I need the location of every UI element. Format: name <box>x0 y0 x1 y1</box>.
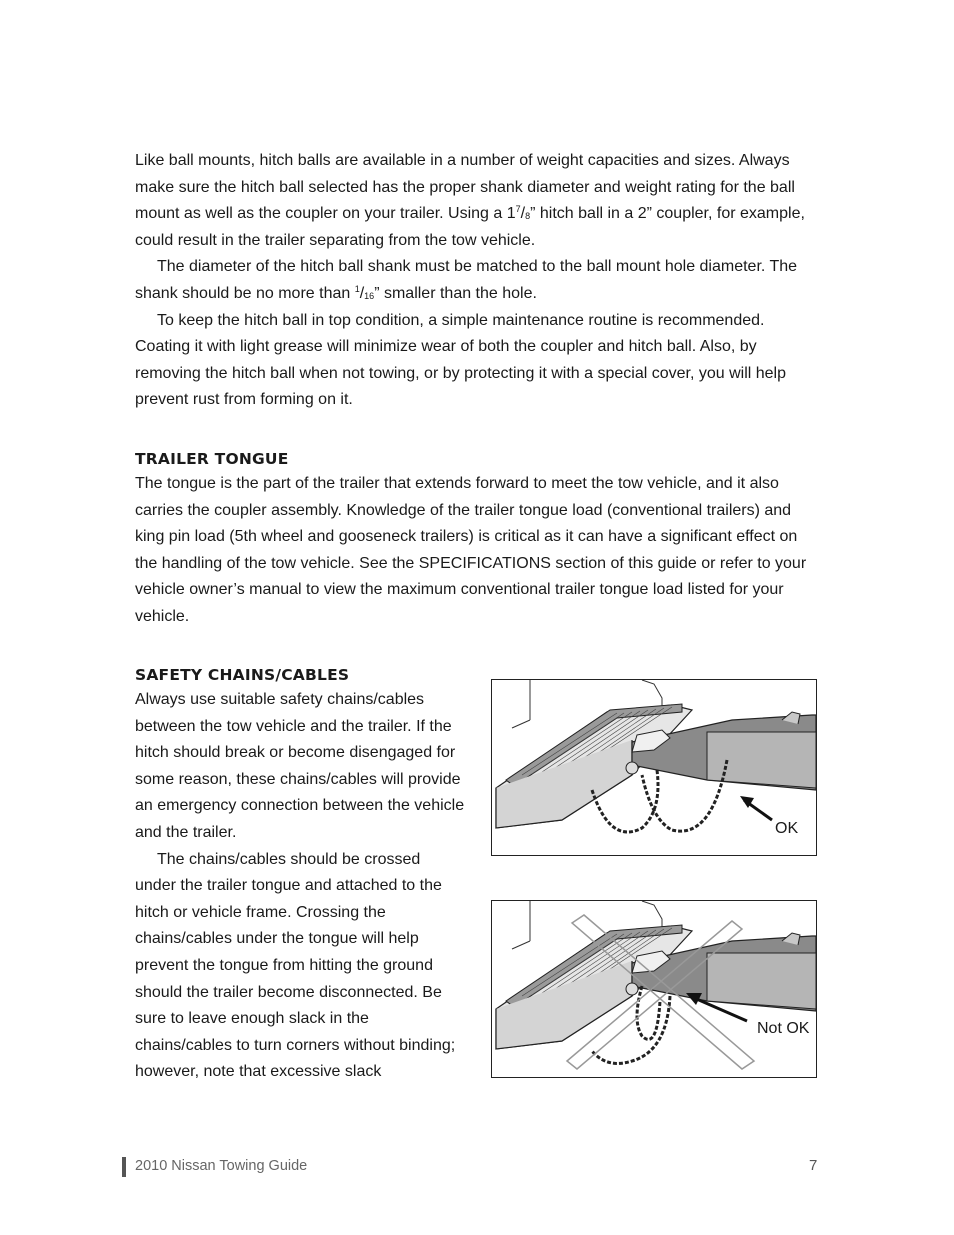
footer-bar <box>122 1157 126 1177</box>
trailer-tongue-section <box>135 449 820 631</box>
safety-chains-paragraph-1: Always use suitable safety chains/cables between the tow vehicle and the trailer. If the hitch should break or become disengaged for some reason, these chains/cables will provide an emergency connection between the vehicle and the trailer. <box>135 691 465 841</box>
safety-chains-text <box>135 687 465 1086</box>
not-ok-label: Not OK <box>757 1020 810 1037</box>
safety-chains-heading-wrap <box>135 665 349 685</box>
trailer-tongue-heading: TRAILER TONGUE <box>135 450 289 468</box>
hitch-illustration-not-ok <box>492 901 816 1077</box>
intro-paragraph-1: Like ball mounts, hitch balls are available in a number of weight capacities and sizes. Always make sure the hitch ball selected has the proper shank diameter and weight rating for the ball mount as well as the coupler on your trailer. Using a $1^7/_8$” hitch ball in a 2” coupler, for example, could result in the trailer separating from the tow vehicle. <box>135 152 805 249</box>
fraction-numerator: 7 <box>515 204 521 215</box>
safety-chains-heading: SAFETY CHAINS/CABLES <box>135 666 350 684</box>
footer-title: 2010 Nissan Towing Guide <box>135 1158 308 1174</box>
safety-chains-paragraph-2: The chains/cables should be crossed under the trailer tongue and attached to the hitch or vehicle frame. Crossing the chains/cables under the tongue will help prevent the tongue from hitting the ground should the trailer become disconnected. Be sure to leave enough slack in the chains/cables to turn corners without binding; however, note that excessive slack <box>135 850 456 1081</box>
fraction-numerator: 1 <box>354 283 360 294</box>
trailer-tongue-body: The tongue is the part of the trailer that extends forward to meet the tow vehicle, and it also carries the coupler assembly. Knowledge of the trailer tongue load (conventional trailers) and king pin load (5th wheel and gooseneck trailers) is critical as it can have a significant effect on the handling of the tow vehicle. See the SPECIFICATIONS section of this guide or refer to your vehicle owner’s manual to view the maximum conventional trailer tongue load listed for your vehicle. <box>135 475 807 625</box>
intro-paragraph-3: To keep the hitch ball in top condition, a simple maintenance routine is recommended. Coating it with light grease will minimize wear of both the coupler and hitch ball. Also, by removing the hitch ball when not towing, or by protecting it with a special cover, you will help prevent rust from forming on it. <box>135 311 787 409</box>
intro-section <box>135 148 820 414</box>
fraction-denominator: 8 <box>525 211 531 222</box>
hitch-illustration-ok <box>492 680 816 855</box>
figure-chains-ok <box>491 679 817 856</box>
ok-label: OK <box>775 820 799 837</box>
page-number: 7 <box>809 1157 818 1174</box>
fraction-denominator: 16 <box>364 290 375 301</box>
intro-paragraph-2: The diameter of the hitch ball shank must be matched to the ball mount hole diameter. The shank should be no more than $^1/_{16}$” smaller than the hole. <box>135 258 798 302</box>
figure-chains-not-ok <box>491 900 817 1078</box>
